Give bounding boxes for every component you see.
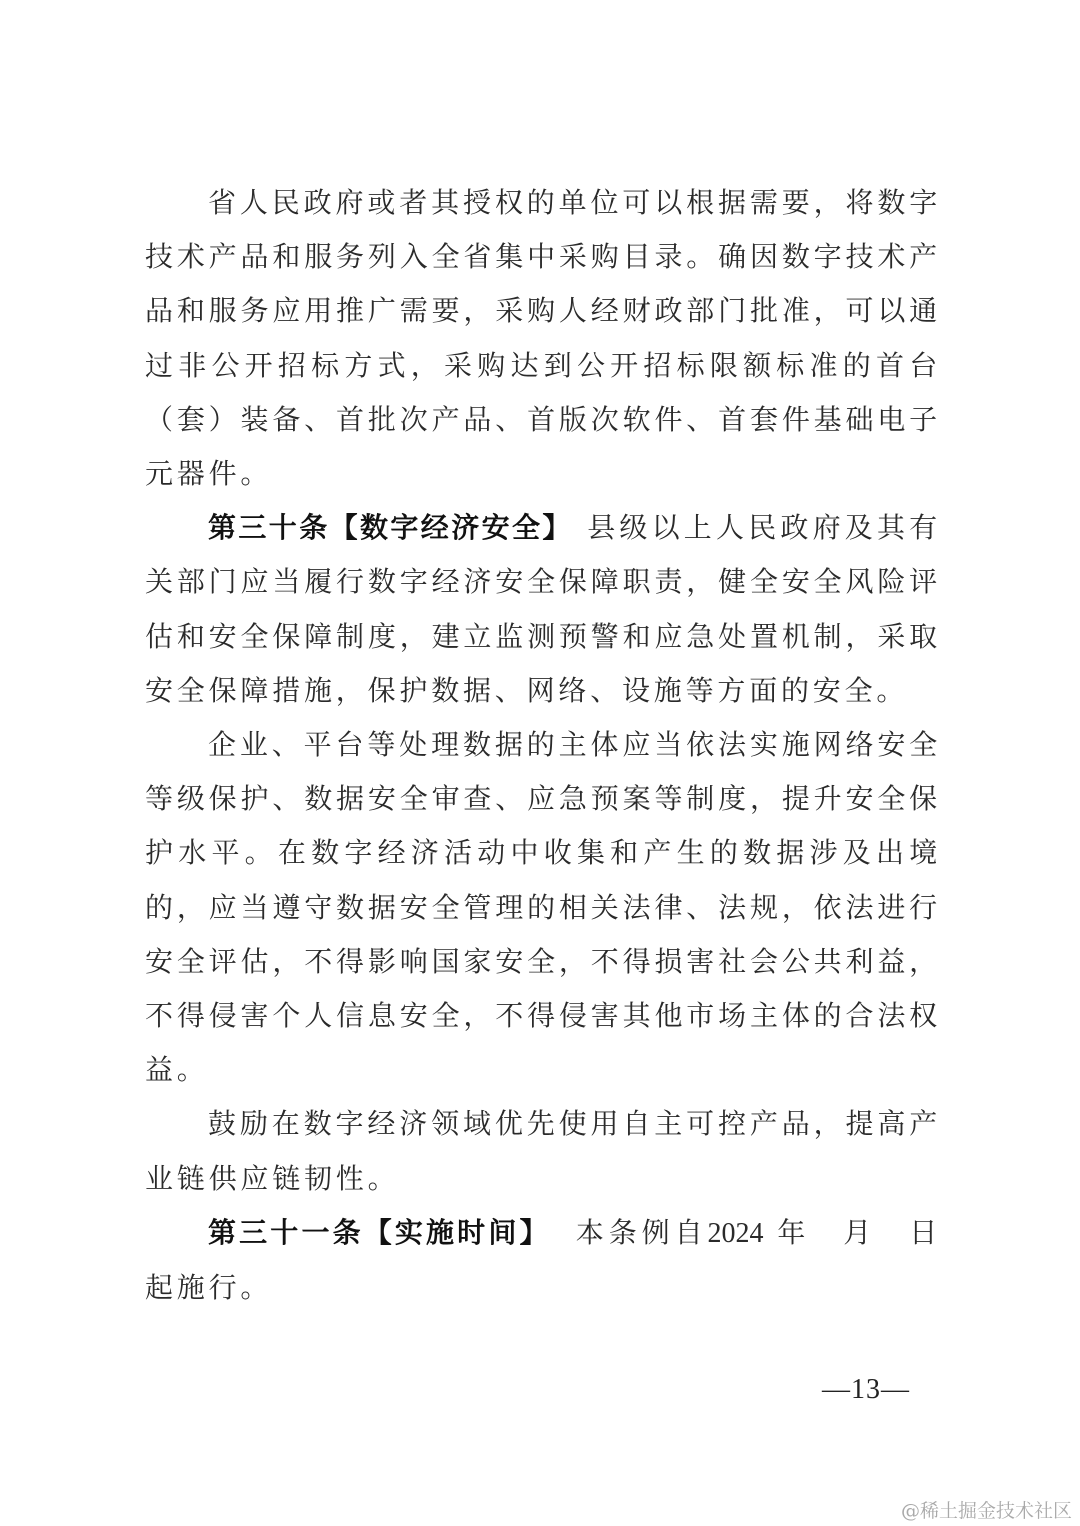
- paragraph-data-security: [145, 718, 941, 1097]
- page-number: —13—: [822, 1374, 910, 1405]
- paragraph-text: 县级以上人民政府及其有关部门应当履行数字经济安全保障职责，健全安全风险评估和安全保障制度，建立监测预警和应急处置机制，采取安全保障措施，保护数据、网络、设施等方面的安全。: [145, 511, 941, 707]
- effective-text-prefix: 本条例自: [574, 1215, 708, 1249]
- document-page: [145, 176, 941, 1315]
- article-30-paragraph: [145, 501, 941, 718]
- paragraph-procurement: [145, 176, 941, 501]
- effective-text-suffix: 年 月 日起施行。: [145, 1215, 941, 1305]
- watermark: @稀土掘金技术社区: [900, 1500, 1072, 1522]
- paragraph-text: 鼓励在数字经济领域优先使用自主可控产品，提高产业链供应链韧性。: [145, 1107, 941, 1195]
- paragraph-supply-chain: [145, 1097, 941, 1205]
- article-31-title: 第三十一条【实施时间】: [208, 1215, 551, 1249]
- paragraph-text: 企业、平台等处理数据的主体应当依法实施网络安全等级保护、数据安全审查、应急预案等制度，提升安全保护水平。在数字经济活动中收集和产生的数据涉及出境的，应当遵守数据安全管理的相关法律、法规，依法进行安全评估，不得影响国家安全，不得损害社会公共利益，不得侵害个人信息安全，不得侵害其他市场主体的合法权益。: [145, 728, 941, 1087]
- article-30-title: 第三十条【数字经济安全】: [208, 511, 573, 545]
- effective-year: 2024: [707, 1217, 764, 1249]
- paragraph-text: 省人民政府或者其授权的单位可以根据需要，将数字技术产品和服务列入全省集中采购目录。确因数字技术产品和服务应用推广需要，采购人经财政部门批准，可以通过非公开招标方式，采购达到公开招标限额标准的首台（套）装备、首批次产品、首版次软件、首套件基础电子元器件。: [145, 186, 941, 491]
- article-31-paragraph: [145, 1206, 941, 1315]
